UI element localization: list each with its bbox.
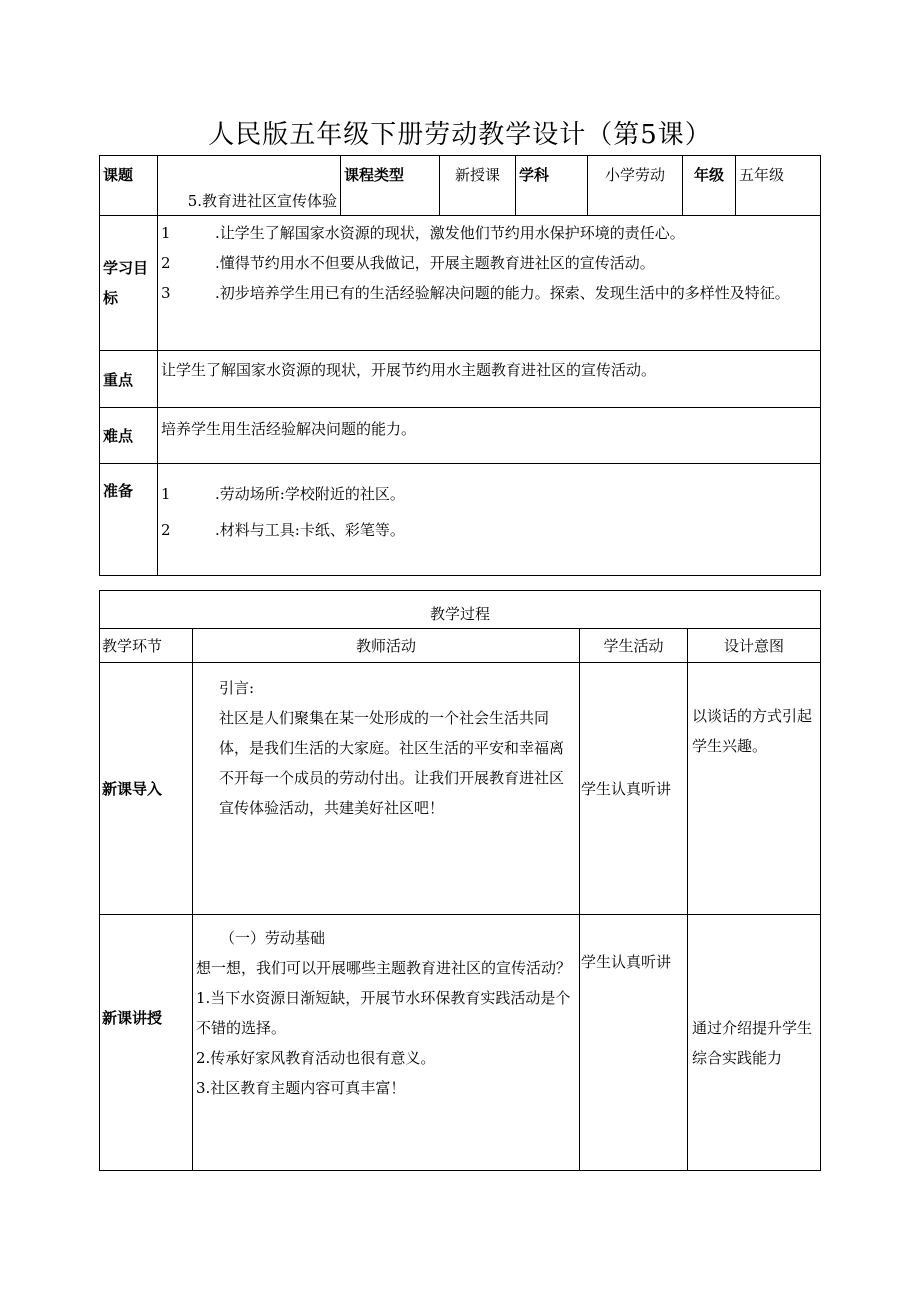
preparation-label: 准备	[100, 464, 158, 576]
student-activity: 学生认真听讲	[580, 663, 688, 915]
stage-teaching: 新课讲授	[100, 915, 193, 1171]
key-point-label: 重点	[100, 351, 158, 408]
preparation-item: 2 .材料与工具:卡纸、彩笔等。	[161, 521, 405, 539]
objectives-list	[158, 216, 821, 351]
objectives-label: 学习目标	[100, 216, 158, 351]
teacher-activity: 引言: 社区是人们聚集在某一处形成的一个社会生活共同体，是我们生活的大家庭。社区生活的平安和幸福离不开每一个成员的劳动付出。让我们开展教育进社区宣传体验活动，共建美好社区吧！	[193, 663, 580, 915]
difficulty-label: 难点	[100, 408, 158, 464]
grade-value: 五年级	[736, 156, 821, 216]
subject-label: 学科	[516, 156, 588, 216]
course-type-value: 新授课	[440, 156, 516, 216]
student-activity: 学生认真听讲	[580, 915, 688, 1171]
design-intent: 以谈话的方式引起学生兴趣。	[688, 663, 821, 915]
course-label: 课题	[100, 156, 158, 216]
preparation-item: 1 .劳动场所:学校附近的社区。	[161, 485, 405, 503]
difficulty-text: 培养学生用生活经验解决问题的能力。	[158, 408, 821, 464]
column-intent: 设计意图	[688, 629, 821, 663]
key-point-text: 让学生了解国家水资源的现状，开展节约用水主题教育进社区的宣传活动。	[158, 351, 821, 408]
preparation-list	[158, 464, 821, 576]
document-title: 人民版五年级下册劳动教学设计（第5课）	[208, 120, 712, 150]
course-value: 5.教育进社区宣传体验	[158, 156, 341, 216]
course-type-label: 课程类型	[341, 156, 440, 216]
subject-value: 小学劳动	[588, 156, 683, 216]
objective-item: 3 .初步培养学生用已有的生活经验解决问题的能力。探索、发现生活中的多样性及特征。	[161, 284, 790, 302]
teacher-activity: （一）劳动基础 想一想，我们可以开展哪些主题教育进社区的宣传活动？ 1.当下水资源日渐短缺，开展节水环保教育实践活动是个不错的选择。 2.传承好家风教育活动也很有意义。 3.社区教育主题内容可真丰富！	[193, 915, 580, 1171]
table-row	[100, 915, 821, 1171]
column-student: 学生活动	[580, 629, 688, 663]
teaching-process-table	[99, 590, 821, 1171]
design-intent: 通过介绍提升学生综合实践能力	[688, 915, 821, 1171]
column-teacher: 教师活动	[193, 629, 580, 663]
table-row	[100, 663, 821, 915]
objective-item: 2 .懂得节约用水不但要从我做记，开展主题教育进社区的宣传活动。	[161, 254, 655, 272]
objective-item: 1 .让学生了解国家水资源的现状，激发他们节约用水保护环境的责任心。	[161, 224, 685, 242]
lesson-info-table	[99, 155, 821, 576]
column-stage: 教学环节	[100, 629, 193, 663]
grade-label: 年级	[683, 156, 736, 216]
process-header: 教学过程	[100, 591, 821, 629]
stage-intro: 新课导入	[100, 663, 193, 915]
